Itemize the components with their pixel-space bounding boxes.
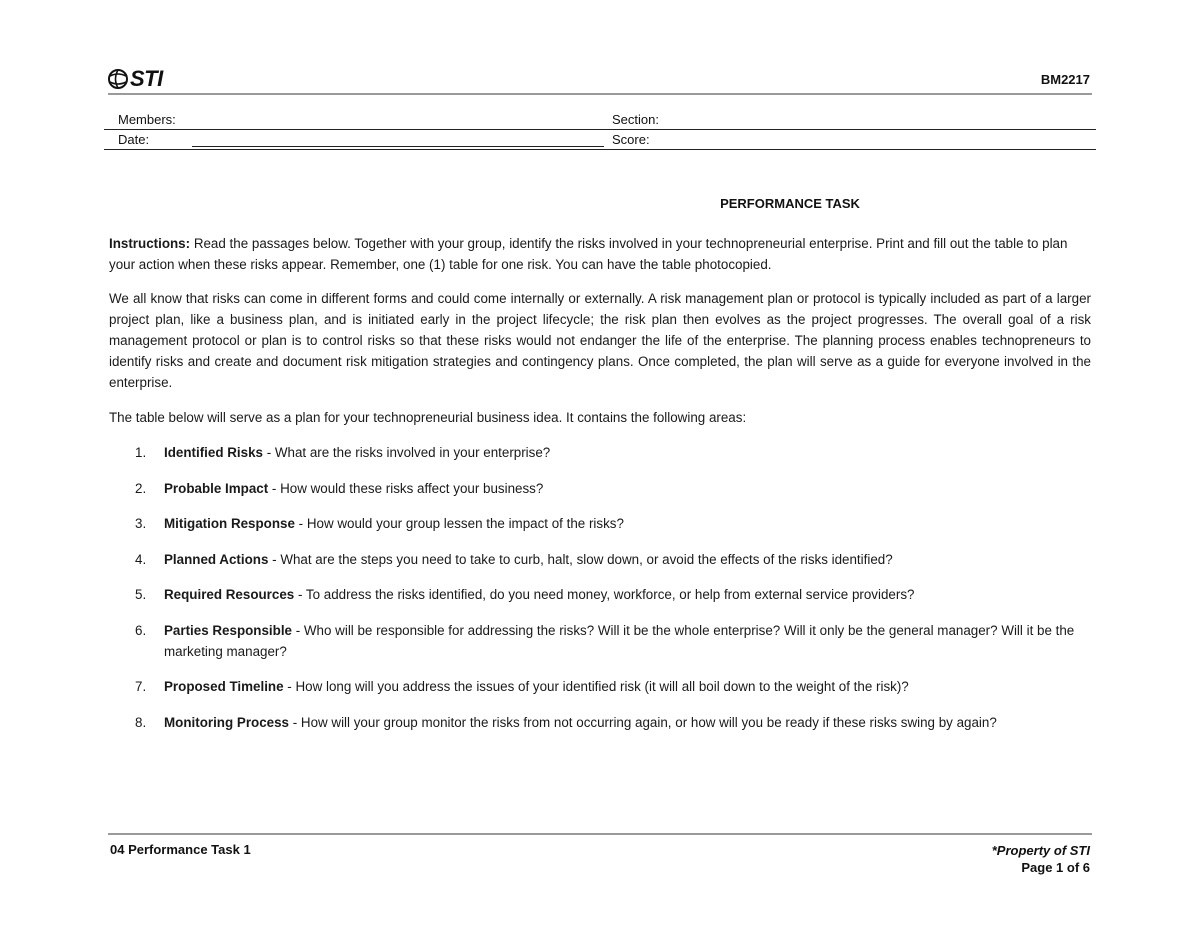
item-desc: - What are the steps you need to take to curb, halt, slow down, or avoid the effects of the risks identified?	[268, 551, 893, 567]
section-label: Section:	[612, 112, 659, 127]
property-notice: *Property of STI	[991, 843, 1090, 858]
list-item	[109, 442, 1091, 463]
page-number: Page 1 of 6	[1021, 860, 1090, 875]
areas-list	[109, 442, 1091, 747]
list-item	[109, 712, 1091, 733]
item-term: Mitigation Response	[164, 516, 295, 531]
members-section-row	[104, 111, 1096, 130]
instructions-label: Instructions:	[109, 236, 191, 251]
list-item	[109, 513, 1091, 534]
item-desc: - How will your group monitor the risks from not occurring again, or how will you be ready if these risks swing by again?	[289, 714, 997, 730]
item-desc: - How long will you address the issues of your identified risk (it will all boil down to the weight of the risk)?	[283, 679, 909, 694]
list-item	[109, 584, 1091, 605]
table-intro: The table below will serve as a plan for your technopreneurial business idea. It contains the following areas:	[109, 410, 747, 425]
item-number: 3.	[135, 516, 147, 531]
item-number: 2.	[135, 480, 147, 496]
item-term: Planned Actions	[164, 551, 269, 567]
item-number: 1.	[135, 445, 147, 460]
date-label: Date:	[118, 132, 150, 147]
footer-title: 04 Performance Task 1	[110, 842, 251, 857]
date-score-row	[104, 131, 1096, 150]
footer-rule	[108, 833, 1092, 835]
list-item	[109, 620, 1091, 662]
score-label: Score:	[612, 132, 650, 147]
item-number: 5.	[135, 587, 147, 602]
item-desc: - How would your group lessen the impact of the risks?	[294, 516, 624, 531]
list-item	[109, 478, 1091, 499]
instructions-paragraph	[109, 233, 1091, 275]
date-fill-line	[192, 146, 604, 147]
risk-paragraph: We all know that risks can come in different forms and could come internally or externally. A risk management plan or protocol is typically included as part of a larger project plan, like a business plan, and is initiated early in the project lifecycle; the risk plan then evolves as the project progresses. The overall goal of a risk management protocol or plan is to control risks so that these risks would not endanger the life of the enterprise. The planning process enables technopreneurs to identify risks and create and document risk mitigation strategies and contingency plans. Once completed, the plan will serve as a guide for everyone involved in the enterprise.	[109, 291, 1091, 390]
item-term: Identified Risks	[164, 445, 263, 460]
logo-text: STI	[130, 66, 163, 91]
item-desc: - Who will be responsible for addressing the risks? Will it be the whole enterprise? Will it only be the general manager? Will it be the marketing manager?	[164, 622, 1075, 659]
item-number: 6.	[135, 622, 147, 638]
item-number: 4.	[135, 551, 147, 567]
item-term: Probable Impact	[164, 480, 269, 496]
item-number: 7.	[135, 679, 147, 694]
footer-right	[992, 842, 1090, 876]
instructions-text: Read the passages below. Together with your group, identify the risks involved in your technopreneurial enterprise. Print and fill out the table to plan your action when these risks appear. Remember, one (1) table for one risk. You can have the table photocopied.	[109, 236, 1068, 272]
globe-icon	[108, 68, 128, 90]
item-desc: - What are the risks involved in your enterprise?	[262, 445, 551, 460]
item-desc: - How would these risks affect your business?	[268, 480, 544, 496]
item-term: Monitoring Process	[164, 714, 289, 730]
header-rule	[108, 93, 1092, 95]
list-item	[109, 549, 1091, 570]
members-label: Members:	[118, 112, 176, 127]
item-term: Required Resources	[164, 587, 295, 602]
list-item	[109, 676, 1091, 697]
page-title: PERFORMANCE TASK	[720, 196, 860, 211]
sti-logo	[108, 66, 163, 92]
item-term: Proposed Timeline	[164, 679, 284, 694]
item-desc: - To address the risks identified, do you need money, workforce, or help from external service providers?	[294, 587, 915, 602]
item-number: 8.	[135, 714, 147, 730]
document-code: BM2217	[1040, 72, 1090, 87]
item-term: Parties Responsible	[164, 622, 293, 638]
